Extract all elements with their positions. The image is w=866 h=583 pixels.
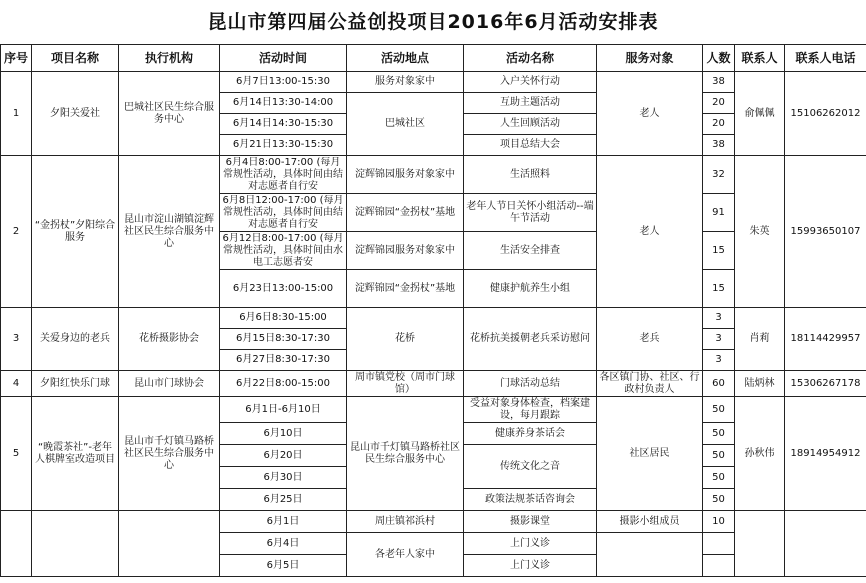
participant-count: 50 — [703, 397, 735, 423]
project-name: 夕阳关爱社 — [32, 72, 119, 156]
activity-place: 周市镇党校（周市门球馆） — [347, 371, 464, 397]
project-org: 昆山市淀山湖镇淀辉社区民生综合服务中心 — [119, 156, 220, 308]
contact-name: 孙秋伟 — [735, 397, 785, 511]
activity-place: 巴城社区 — [347, 93, 464, 156]
activity-time: 6月7日13:00-15:30 — [220, 72, 347, 93]
contact-phone — [785, 511, 866, 577]
activity-name: 健康养身茶话会 — [464, 423, 597, 445]
activity-name: 互助主题活动 — [464, 93, 597, 114]
page-title: 昆山市第四届公益创投项目2016年6月活动安排表 — [207, 11, 659, 33]
contact-name: 肖莉 — [735, 308, 785, 371]
header-row — [1, 45, 866, 72]
activity-time — [220, 156, 347, 194]
contact-phone: 15993650107 — [785, 156, 866, 308]
table-row — [1, 397, 866, 423]
project-no: 2 — [1, 156, 32, 308]
project-no: 3 — [1, 308, 32, 371]
header-place: 活动地点 — [347, 45, 464, 72]
header-target: 服务对象 — [597, 45, 703, 72]
header-project: 项目名称 — [32, 45, 119, 72]
header-phone: 联系人电话 — [785, 45, 866, 72]
table-row — [1, 156, 866, 194]
activity-name: 老年人节日关怀小组活动--端午节活动 — [464, 194, 597, 232]
participant-count — [703, 533, 735, 555]
participant-count: 3 — [703, 350, 735, 371]
activity-name: 上门义诊 — [464, 533, 597, 555]
activity-place: 周庄镇祁浜村 — [347, 511, 464, 533]
activity-time: 6月14日13:30-14:00 — [220, 93, 347, 114]
activity-time: 6月4日 — [220, 533, 347, 555]
activity-place: 淀辉锦园“金拐杖”基地 — [347, 194, 464, 232]
contact-phone: 18914954912 — [785, 397, 866, 511]
project-name — [32, 511, 119, 577]
activity-name: 上门义诊 — [464, 555, 597, 577]
activity-place: 淀辉锦园服务对象家中 — [347, 156, 464, 194]
service-target: 老人 — [597, 156, 703, 308]
activity-time: 6月10日 — [220, 423, 347, 445]
participant-count: 91 — [703, 194, 735, 232]
activity-place: 服务对象家中 — [347, 72, 464, 93]
activity-time: 6月27日8:30-17:30 — [220, 350, 347, 371]
header-activity: 活动名称 — [464, 45, 597, 72]
header-no: 序号 — [1, 45, 32, 72]
activity-time — [220, 194, 347, 232]
activity-place: 淀辉锦园服务对象家中 — [347, 232, 464, 270]
participant-count: 50 — [703, 423, 735, 445]
project-org: 花桥摄影协会 — [119, 308, 220, 371]
contact-name — [735, 511, 785, 577]
activity-name: 项目总结大会 — [464, 135, 597, 156]
participant-count: 20 — [703, 93, 735, 114]
participant-count: 50 — [703, 489, 735, 511]
activity-name: 人生回顾活动 — [464, 114, 597, 135]
header-time: 活动时间 — [220, 45, 347, 72]
participant-count: 10 — [703, 511, 735, 533]
schedule-table — [0, 44, 866, 577]
activity-time: 6月6日8:30-15:00 — [220, 308, 347, 329]
service-target: 各区镇门协、社区、行政村负责人 — [597, 371, 703, 397]
activity-time: 6月1日 — [220, 511, 347, 533]
activity-time-text: 6月8日12:00-17:00 (每月常规性活动，具体时间由结对志愿者自行安 — [222, 194, 344, 230]
project-org: 昆山市门球协会 — [119, 371, 220, 397]
activity-name: 生活照料 — [464, 156, 597, 194]
activity-time — [220, 232, 347, 270]
table-row — [1, 308, 866, 329]
activity-name: 入户关怀行动 — [464, 72, 597, 93]
activity-time: 6月22日8:00-15:00 — [220, 371, 347, 397]
activity-place: 各老年人家中 — [347, 533, 464, 577]
service-target: 社区居民 — [597, 397, 703, 511]
service-target: 老人 — [597, 72, 703, 156]
activity-time: 6月25日 — [220, 489, 347, 511]
activity-name: 受益对象身体检查，档案建设，每月跟踪 — [464, 397, 597, 423]
participant-count: 38 — [703, 72, 735, 93]
participant-count: 32 — [703, 156, 735, 194]
participant-count: 20 — [703, 114, 735, 135]
activity-name: 花桥抗美援朝老兵采访慰问 — [464, 308, 597, 371]
project-name: 关爱身边的老兵 — [32, 308, 119, 371]
contact-phone: 15306267178 — [785, 371, 866, 397]
project-name: “金拐杖”夕阳综合服务 — [32, 156, 119, 308]
activity-time: 6月30日 — [220, 467, 347, 489]
header-org: 执行机构 — [119, 45, 220, 72]
activity-time: 6月1日-6月10日 — [220, 397, 347, 423]
participant-count: 60 — [703, 371, 735, 397]
header-count: 人数 — [703, 45, 735, 72]
project-org: 昆山市千灯镇马路桥社区民生综合服务中心 — [119, 397, 220, 511]
table-row — [1, 371, 866, 397]
activity-place: 花桥 — [347, 308, 464, 371]
contact-name: 朱英 — [735, 156, 785, 308]
participant-count: 50 — [703, 467, 735, 489]
project-name: “晚霞茶社”-老年人棋牌室改造项目 — [32, 397, 119, 511]
service-target — [597, 533, 703, 577]
activity-place: 淀辉锦园“金拐杖”基地 — [347, 270, 464, 308]
activity-time: 6月5日 — [220, 555, 347, 577]
participant-count — [703, 555, 735, 577]
activity-name: 摄影课堂 — [464, 511, 597, 533]
participant-count: 3 — [703, 329, 735, 350]
project-org: 巴城社区民生综合服务中心 — [119, 72, 220, 156]
participant-count: 15 — [703, 270, 735, 308]
activity-time-text: 6月12日8:00-17:00 (每月常规性活动，具体时间由水电工志愿者安 — [222, 232, 344, 268]
activity-time: 6月14日14:30-15:30 — [220, 114, 347, 135]
contact-phone: 18114429957 — [785, 308, 866, 371]
activity-name: 政策法规茶话咨询会 — [464, 489, 597, 511]
project-name: 夕阳红快乐门球 — [32, 371, 119, 397]
contact-name: 陆炳林 — [735, 371, 785, 397]
activity-name: 门球活动总结 — [464, 371, 597, 397]
participant-count: 3 — [703, 308, 735, 329]
contact-name: 俞佩佩 — [735, 72, 785, 156]
project-no: 5 — [1, 397, 32, 511]
participant-count: 50 — [703, 445, 735, 467]
activity-time: 6月23日13:00-15:00 — [220, 270, 347, 308]
participant-count: 15 — [703, 232, 735, 270]
activity-time: 6月15日8:30-17:30 — [220, 329, 347, 350]
activity-time: 6月20日 — [220, 445, 347, 467]
table-row — [1, 72, 866, 93]
activity-name: 健康护航养生小组 — [464, 270, 597, 308]
participant-count: 38 — [703, 135, 735, 156]
activity-name: 传统文化之音 — [464, 445, 597, 489]
project-no: 4 — [1, 371, 32, 397]
project-org — [119, 511, 220, 577]
table-row — [1, 511, 866, 533]
activity-name: 生活安全排查 — [464, 232, 597, 270]
project-no: 1 — [1, 72, 32, 156]
service-target: 老兵 — [597, 308, 703, 371]
project-no — [1, 511, 32, 577]
service-target: 摄影小组成员 — [597, 511, 703, 533]
contact-phone: 15106262012 — [785, 72, 866, 156]
activity-place: 昆山市千灯镇马路桥社区民生综合服务中心 — [347, 397, 464, 511]
activity-time-text: 6月4日8:00-17:00 (每月常规性活动，具体时间由结对志愿者自行安 — [223, 156, 343, 192]
header-contact: 联系人 — [735, 45, 785, 72]
activity-time: 6月21日13:30-15:30 — [220, 135, 347, 156]
